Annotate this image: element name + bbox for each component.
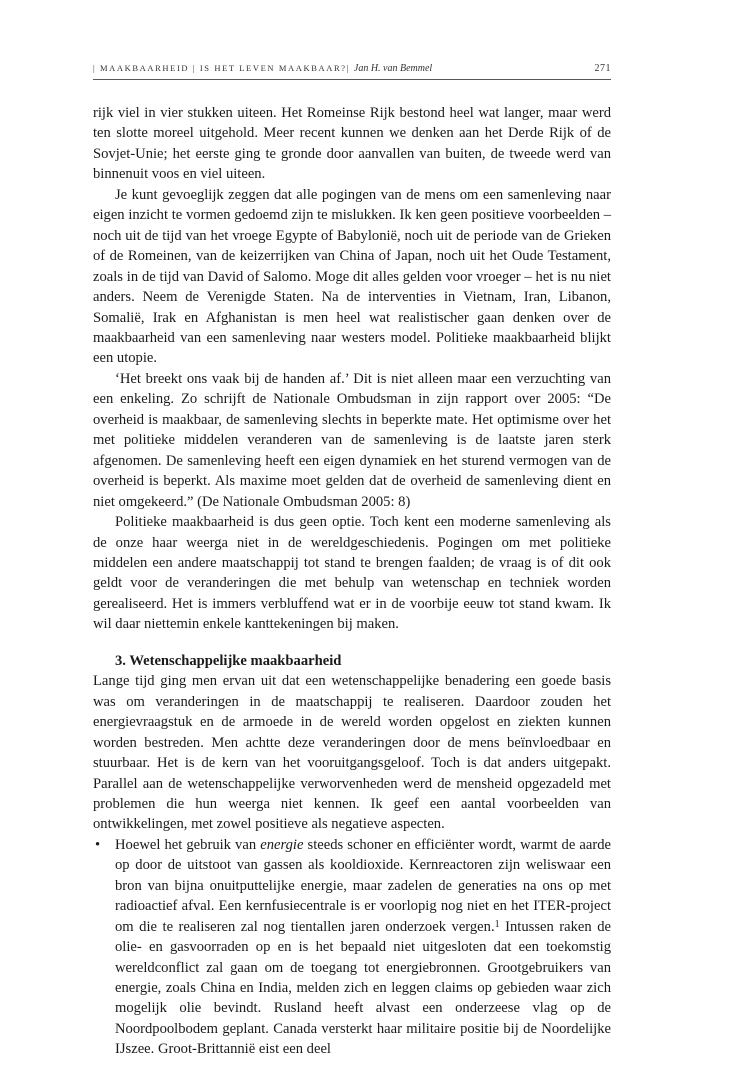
running-header [93, 63, 611, 74]
header-section-title: | MAAKBAARHEID | IS HET LEVEN MAAKBAAR?| [93, 63, 350, 73]
header-rule [93, 79, 611, 80]
paragraph: Politieke maakbaarheid is dus geen optie. Toch kent een moderne samenleving als de onze haar weerga niet in de wereldgeschiedenis. Pogingen om met politieke middelen een andere maatschappij tot stand te brengen faalden; de vraag is of dit ook geldt voor de veranderingen die met behulp van wetenschap en techniek worden gerealiseerd. Het is immers verbluffend wat er in de voorbije eeuw tot stand kwam. Ik wil daar niettemin enkele kanttekeningen bij maken. [93, 514, 611, 633]
header-author: Jan H. van Bemmel [353, 63, 433, 74]
page-number: 271 [594, 63, 611, 74]
footnote-reference[interactable]: 1 [494, 918, 500, 930]
bullet-text-part: steeds schoner en efficiënter wordt, warmt de aarde op door de uitstoot van gassen als kooldioxide. Kernreactoren zijn weliswaar een bron van bijna onuitputtelijke energie, maar zadelen de generaties na ons op met radioactief afval. Een kernfusiecentrale is er voorlopig nog niet en het ITER-project om die te realiseren zal nog tientallen jaren onderzoek vergen. [115, 836, 611, 935]
bullet-list [93, 835, 611, 1060]
paragraph: ‘Het breekt ons vaak bij de handen af.’ Dit is niet alleen maar een verzuchting van een enkeling. Zo schrijft de Nationale Ombudsman in zijn rapport over 2005: “De overheid is maakbaar, de samenleving slechts in beperkte mate. Het optimisme over het met politieke middelen veranderen van de samenleving is de laatste jaren sterk afgenomen. De samenleving heeft een eigen dynamiek en het sturend vermogen van de overheid is beperkt. Als maxime moet gelden dat de overheid de samenleving dient en niet omgekeerd.” (De Nationale Ombudsman 2005: 8) [93, 370, 611, 510]
bullet-emphasis: energie [260, 836, 304, 853]
section-paragraph: Lange tijd ging men ervan uit dat een wetenschappelijke benadering een goede basis was om veranderingen in de maatschappij te realiseren. Daardoor zouden het energievraagstuk en de armoede in de wereld worden opgelost en ziekten kunnen worden bestreden. Men achtte deze veranderingen door de mens beïnvloedbaar en stuurbaar. Het is de kern van het vooruitgangsgeloof. Toch is dat anders uitgepakt. Parallel aan de wetenschappelijke verworvenheden werd de mensheid opgezadeld met problemen die hun weerga niet kennen. Ik geef een aantal voorbeelden van ontwikkelingen, met zowel positieve als negatieve aspecten. [93, 673, 611, 833]
bullet-item-energy [93, 835, 611, 1060]
paragraph: Je kunt gevoeglijk zeggen dat alle pogingen van de mens om een samenleving naar eigen inzicht te vormen gedoemd zijn te mislukken. Ik ken geen positieve voorbeelden – noch uit de tijd van het vroege Egypte of Babylonië, noch uit de periode van de Grieken of de Romeinen, van de keizerrijken van China of Japan, noch uit het Oude Testament, zoals in de tijd van David of Salomo. Moge dit alles gelden voor vroeger – het is nu niet anders. Neem de Verenigde Staten. Na de interventies in Vietnam, Iran, Libanon, Somalië, Irak en Afghanistan is men heel wat realistischer gaan denken over de maakbaarheid van een samenleving naar westers model. Politieke maakbaarheid blijkt een utopie. [93, 186, 611, 367]
paragraph: rijk viel in vier stukken uiteen. Het Romeinse Rijk bestond heel wat langer, maar werd ten slotte moreel uitgehold. Meer recent kunnen we denken aan het Derde Rijk of de Sovjet-Unie; het eerste ging te gronde door aanvallen van buiten, de tweede werd van binnenuit voos en viel uiteen. [93, 105, 611, 183]
section-heading: 3. Wetenschappelijke maakbaarheid [115, 652, 342, 669]
bullet-text-part: Intussen raken de olie- en gasvoorraden op en is het bepaald niet uitgesloten dat een toekomstig wereldconflict zal gaan om de toegang tot energiebronnen. Grootgebruikers van energie, zoals China en India, melden zich en leggen claims op gebieden waar zich mogelijk olie bevindt. Rusland heeft alvast een onderzeese vlag op de Noordpoolbodem geplant. Canada versterkt haar militaire positie bij de Noordelijke IJszee. Groot-Brittannië eist een deel [115, 918, 611, 1058]
bullet-marker: • [95, 836, 101, 853]
body-text [93, 103, 611, 1060]
bullet-text-part: Hoewel het gebruik van [115, 836, 261, 853]
